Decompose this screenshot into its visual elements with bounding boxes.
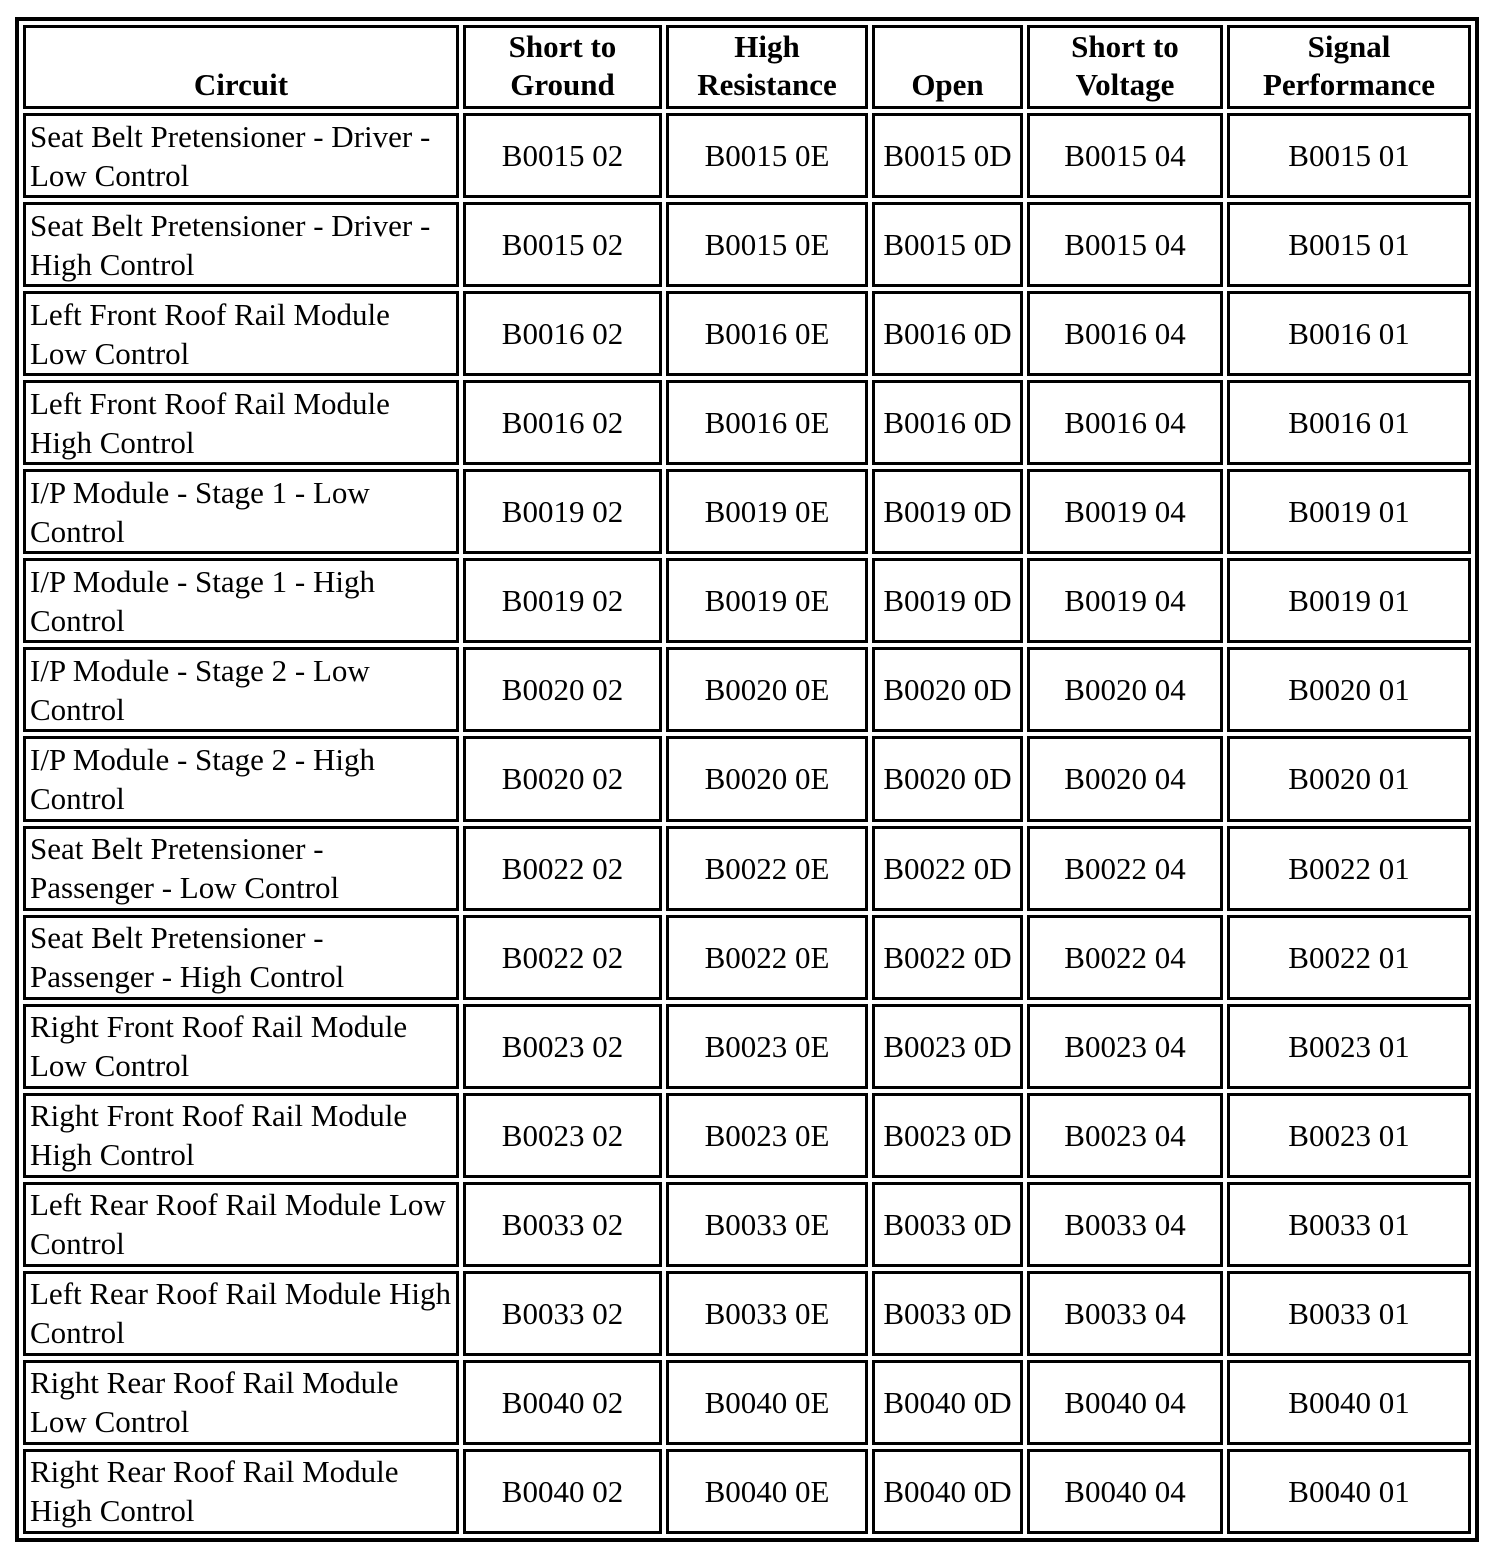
- cell-circuit: Seat Belt Pretensioner - Driver - Low Control: [23, 113, 459, 198]
- cell-open: B0033 0D: [872, 1182, 1023, 1267]
- cell-short-to-voltage: B0022 04: [1027, 826, 1223, 911]
- cell-short-to-voltage: B0040 04: [1027, 1449, 1223, 1534]
- cell-high-resistance: B0040 0E: [666, 1360, 868, 1445]
- cell-short-to-voltage: B0023 04: [1027, 1093, 1223, 1178]
- table-row: [23, 558, 1471, 643]
- cell-open: B0023 0D: [872, 1093, 1023, 1178]
- cell-short-to-voltage: B0016 04: [1027, 380, 1223, 465]
- cell-open: B0015 0D: [872, 113, 1023, 198]
- header-short-to-ground: Short to Ground: [463, 25, 662, 109]
- cell-high-resistance: B0015 0E: [666, 202, 868, 287]
- cell-high-resistance: B0016 0E: [666, 380, 868, 465]
- cell-short-to-ground: B0023 02: [463, 1004, 662, 1089]
- cell-high-resistance: B0020 0E: [666, 736, 868, 821]
- header-circuit: Circuit: [23, 25, 459, 109]
- table-row: [23, 826, 1471, 911]
- cell-circuit: Seat Belt Pretensioner - Passenger - High Control: [23, 915, 459, 1000]
- cell-circuit: I/P Module - Stage 1 - High Control: [23, 558, 459, 643]
- cell-high-resistance: B0020 0E: [666, 647, 868, 732]
- header-signal-performance: Signal Performance: [1227, 25, 1471, 109]
- cell-high-resistance: B0019 0E: [666, 469, 868, 554]
- cell-circuit: Right Front Roof Rail Module Low Control: [23, 1004, 459, 1089]
- cell-high-resistance: B0033 0E: [666, 1271, 868, 1356]
- table-row: [23, 202, 1471, 287]
- cell-signal-performance: B0022 01: [1227, 826, 1471, 911]
- cell-signal-performance: B0020 01: [1227, 736, 1471, 821]
- cell-circuit: Right Rear Roof Rail Module Low Control: [23, 1360, 459, 1445]
- cell-short-to-ground: B0019 02: [463, 558, 662, 643]
- cell-circuit: I/P Module - Stage 1 - Low Control: [23, 469, 459, 554]
- header-row: [23, 25, 1471, 109]
- cell-signal-performance: B0015 01: [1227, 113, 1471, 198]
- table-row: [23, 1182, 1471, 1267]
- cell-short-to-ground: B0022 02: [463, 826, 662, 911]
- cell-signal-performance: B0022 01: [1227, 915, 1471, 1000]
- cell-high-resistance: B0022 0E: [666, 826, 868, 911]
- dtc-circuit-table: [15, 17, 1479, 1542]
- cell-short-to-ground: B0015 02: [463, 202, 662, 287]
- cell-open: B0016 0D: [872, 380, 1023, 465]
- cell-circuit: Left Rear Roof Rail Module Low Control: [23, 1182, 459, 1267]
- table-row: [23, 1360, 1471, 1445]
- cell-open: B0019 0D: [872, 469, 1023, 554]
- cell-short-to-ground: B0023 02: [463, 1093, 662, 1178]
- cell-high-resistance: B0023 0E: [666, 1093, 868, 1178]
- cell-circuit: Left Front Roof Rail Module Low Control: [23, 291, 459, 376]
- cell-circuit: Left Rear Roof Rail Module High Control: [23, 1271, 459, 1356]
- cell-short-to-voltage: B0040 04: [1027, 1360, 1223, 1445]
- cell-open: B0016 0D: [872, 291, 1023, 376]
- cell-short-to-voltage: B0033 04: [1027, 1271, 1223, 1356]
- cell-short-to-voltage: B0020 04: [1027, 736, 1223, 821]
- cell-open: B0040 0D: [872, 1360, 1023, 1445]
- table-row: [23, 647, 1471, 732]
- cell-short-to-voltage: B0023 04: [1027, 1004, 1223, 1089]
- cell-open: B0015 0D: [872, 202, 1023, 287]
- cell-high-resistance: B0019 0E: [666, 558, 868, 643]
- cell-open: B0033 0D: [872, 1271, 1023, 1356]
- cell-signal-performance: B0023 01: [1227, 1004, 1471, 1089]
- cell-short-to-ground: B0033 02: [463, 1182, 662, 1267]
- cell-signal-performance: B0033 01: [1227, 1182, 1471, 1267]
- cell-short-to-ground: B0019 02: [463, 469, 662, 554]
- table-row: [23, 1004, 1471, 1089]
- table-row: [23, 1271, 1471, 1356]
- cell-short-to-voltage: B0016 04: [1027, 291, 1223, 376]
- cell-circuit: Right Rear Roof Rail Module High Control: [23, 1449, 459, 1534]
- cell-signal-performance: B0040 01: [1227, 1360, 1471, 1445]
- table-row: [23, 469, 1471, 554]
- cell-circuit: Right Front Roof Rail Module High Control: [23, 1093, 459, 1178]
- cell-signal-performance: B0016 01: [1227, 380, 1471, 465]
- cell-high-resistance: B0023 0E: [666, 1004, 868, 1089]
- cell-signal-performance: B0019 01: [1227, 469, 1471, 554]
- cell-short-to-ground: B0040 02: [463, 1360, 662, 1445]
- cell-signal-performance: B0040 01: [1227, 1449, 1471, 1534]
- header-high-resistance: High Resistance: [666, 25, 868, 109]
- cell-open: B0019 0D: [872, 558, 1023, 643]
- cell-high-resistance: B0022 0E: [666, 915, 868, 1000]
- cell-short-to-voltage: B0015 04: [1027, 113, 1223, 198]
- cell-signal-performance: B0023 01: [1227, 1093, 1471, 1178]
- cell-circuit: Seat Belt Pretensioner - Driver - High Control: [23, 202, 459, 287]
- cell-high-resistance: B0033 0E: [666, 1182, 868, 1267]
- cell-short-to-ground: B0015 02: [463, 113, 662, 198]
- cell-short-to-ground: B0033 02: [463, 1271, 662, 1356]
- cell-short-to-voltage: B0019 04: [1027, 558, 1223, 643]
- cell-short-to-voltage: B0019 04: [1027, 469, 1223, 554]
- table-row: [23, 915, 1471, 1000]
- cell-short-to-voltage: B0020 04: [1027, 647, 1223, 732]
- cell-short-to-ground: B0040 02: [463, 1449, 662, 1534]
- cell-open: B0022 0D: [872, 826, 1023, 911]
- header-short-to-voltage: Short to Voltage: [1027, 25, 1223, 109]
- cell-high-resistance: B0015 0E: [666, 113, 868, 198]
- cell-circuit: Left Front Roof Rail Module High Control: [23, 380, 459, 465]
- cell-open: B0022 0D: [872, 915, 1023, 1000]
- cell-open: B0023 0D: [872, 1004, 1023, 1089]
- cell-short-to-voltage: B0022 04: [1027, 915, 1223, 1000]
- table-row: [23, 113, 1471, 198]
- cell-open: B0020 0D: [872, 736, 1023, 821]
- cell-circuit: I/P Module - Stage 2 - High Control: [23, 736, 459, 821]
- table-row: [23, 736, 1471, 821]
- cell-short-to-voltage: B0033 04: [1027, 1182, 1223, 1267]
- cell-open: B0020 0D: [872, 647, 1023, 732]
- cell-high-resistance: B0040 0E: [666, 1449, 868, 1534]
- cell-circuit: I/P Module - Stage 2 - Low Control: [23, 647, 459, 732]
- cell-high-resistance: B0016 0E: [666, 291, 868, 376]
- cell-short-to-ground: B0016 02: [463, 380, 662, 465]
- cell-signal-performance: B0015 01: [1227, 202, 1471, 287]
- cell-short-to-ground: B0016 02: [463, 291, 662, 376]
- table-body: [23, 113, 1471, 1534]
- table-row: [23, 291, 1471, 376]
- table-row: [23, 1449, 1471, 1534]
- header-open: Open: [872, 25, 1023, 109]
- cell-signal-performance: B0033 01: [1227, 1271, 1471, 1356]
- cell-short-to-ground: B0022 02: [463, 915, 662, 1000]
- cell-open: B0040 0D: [872, 1449, 1023, 1534]
- cell-signal-performance: B0020 01: [1227, 647, 1471, 732]
- table-row: [23, 380, 1471, 465]
- table-row: [23, 1093, 1471, 1178]
- cell-short-to-voltage: B0015 04: [1027, 202, 1223, 287]
- cell-circuit: Seat Belt Pretensioner - Passenger - Low Control: [23, 826, 459, 911]
- cell-signal-performance: B0019 01: [1227, 558, 1471, 643]
- cell-signal-performance: B0016 01: [1227, 291, 1471, 376]
- cell-short-to-ground: B0020 02: [463, 647, 662, 732]
- cell-short-to-ground: B0020 02: [463, 736, 662, 821]
